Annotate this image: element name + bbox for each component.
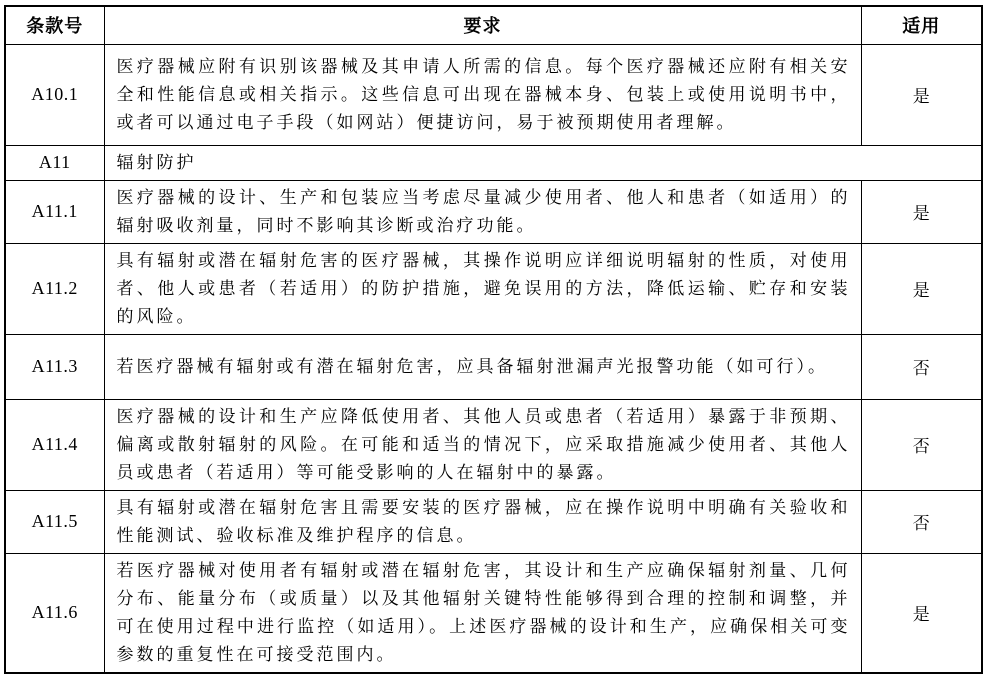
applicable-cell: 是 bbox=[861, 180, 982, 243]
requirement-cell: 医疗器械应附有识别该器械及其申请人所需的信息。每个医疗器械还应附有相关安全和性能信息或相关指示。这些信息可出现在器械本身、包装上或使用说明书中，或者可以通过电子手段（如网站）便捷访问，易于被预期使用者理解。 bbox=[104, 44, 861, 145]
table-row bbox=[5, 399, 982, 490]
applicable-cell: 是 bbox=[861, 243, 982, 334]
table-row bbox=[5, 243, 982, 334]
table-body bbox=[5, 44, 982, 673]
requirements-table bbox=[4, 5, 983, 674]
clause-cell: A11.5 bbox=[5, 490, 104, 553]
header-clause: 条款号 bbox=[5, 6, 104, 44]
requirement-cell: 具有辐射或潜在辐射危害且需要安装的医疗器械，应在操作说明中明确有关验收和性能测试、验收标准及维护程序的信息。 bbox=[104, 490, 861, 553]
table-row bbox=[5, 145, 982, 180]
clause-cell: A11.3 bbox=[5, 334, 104, 399]
header-row bbox=[5, 6, 982, 44]
header-applicable: 适用 bbox=[861, 6, 982, 44]
applicable-cell: 否 bbox=[861, 334, 982, 399]
requirement-cell: 医疗器械的设计和生产应降低使用者、其他人员或患者（若适用）暴露于非预期、偏离或散射辐射的风险。在可能和适当的情况下，应采取措施减少使用者、其他人员或患者（若适用）等可能受影响的人在辐射中的暴露。 bbox=[104, 399, 861, 490]
table-row bbox=[5, 180, 982, 243]
requirement-cell: 具有辐射或潜在辐射危害的医疗器械，其操作说明应详细说明辐射的性质，对使用者、他人或患者（若适用）的防护措施，避免误用的方法，降低运输、贮存和安装的风险。 bbox=[104, 243, 861, 334]
applicable-cell: 否 bbox=[861, 399, 982, 490]
table-row bbox=[5, 490, 982, 553]
table-row bbox=[5, 334, 982, 399]
requirement-cell: 若医疗器械对使用者有辐射或潜在辐射危害，其设计和生产应确保辐射剂量、几何分布、能量分布（或质量）以及其他辐射关键特性能够得到合理的控制和调整，并可在使用过程中进行监控（如适用）。上述医疗器械的设计和生产，应确保相关可变参数的重复性在可接受范围内。 bbox=[104, 553, 861, 673]
requirement-cell: 若医疗器械有辐射或有潜在辐射危害，应具备辐射泄漏声光报警功能（如可行）。 bbox=[104, 334, 861, 399]
header-requirement: 要求 bbox=[104, 6, 861, 44]
applicable-cell: 是 bbox=[861, 553, 982, 673]
clause-cell: A11.6 bbox=[5, 553, 104, 673]
clause-cell: A11 bbox=[5, 145, 104, 180]
clause-cell: A11.1 bbox=[5, 180, 104, 243]
table-row bbox=[5, 44, 982, 145]
table-row bbox=[5, 553, 982, 673]
clause-cell: A11.4 bbox=[5, 399, 104, 490]
table-header bbox=[5, 6, 982, 44]
clause-cell: A10.1 bbox=[5, 44, 104, 145]
clause-cell: A11.2 bbox=[5, 243, 104, 334]
applicable-cell: 是 bbox=[861, 44, 982, 145]
section-title-cell: 辐射防护 bbox=[104, 145, 982, 180]
requirement-cell: 医疗器械的设计、生产和包装应当考虑尽量减少使用者、他人和患者（如适用）的辐射吸收剂量，同时不影响其诊断或治疗功能。 bbox=[104, 180, 861, 243]
applicable-cell: 否 bbox=[861, 490, 982, 553]
